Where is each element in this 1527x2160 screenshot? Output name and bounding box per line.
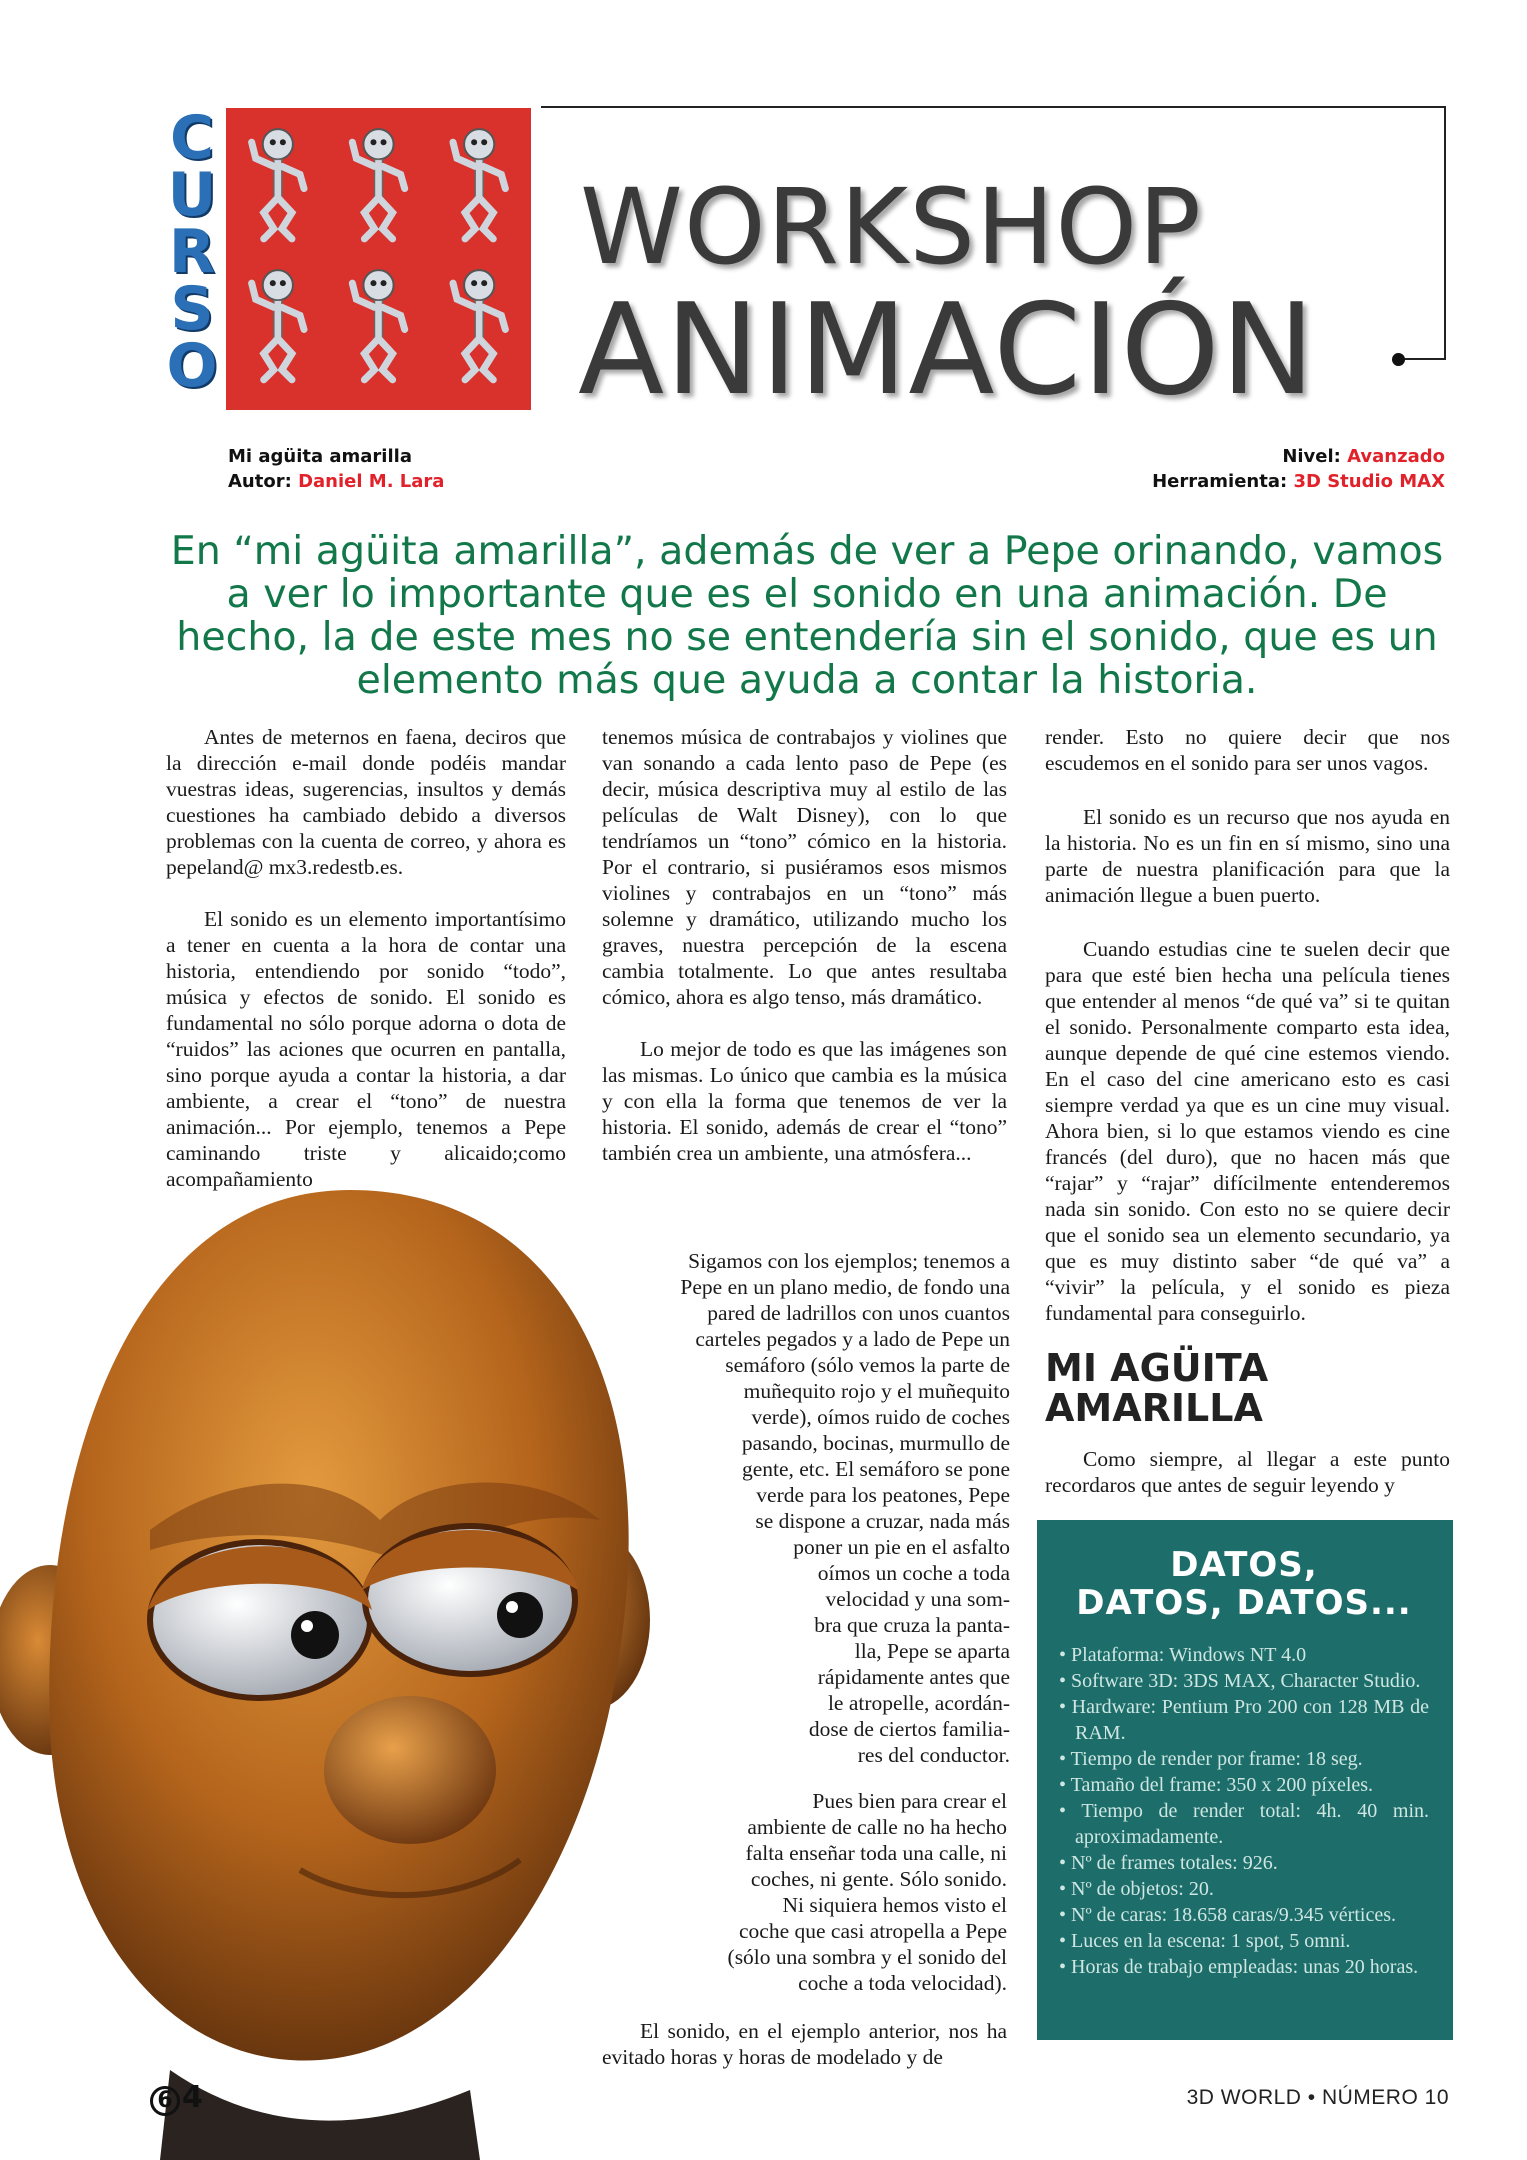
wrap-line: falta enseñar toda una calle, ni — [745, 1841, 1007, 1865]
wrap-line: verde para los peatones, Pepe — [756, 1483, 1010, 1507]
wrap-line: verde), oímos ruido de coches — [751, 1405, 1010, 1429]
data-sidebar — [1037, 1520, 1453, 2040]
wrap-line: carteles pegados y a lado de Pepe un — [695, 1327, 1010, 1351]
body-paragraph: El sonido es un recurso que nos ayuda en la historia. No es un fin en sí mismo, sino una parte de nuestra planificación para que la animación llegue a buen puerto. — [1045, 805, 1450, 907]
page-number-circle: 6 — [150, 2086, 180, 2116]
wrapped-text-block — [590, 1248, 1010, 1768]
title-workshop: WORKSHOP — [580, 166, 1202, 288]
wrap-line: bra que cruza la panta- — [814, 1613, 1010, 1637]
series-letter: R — [168, 217, 216, 287]
body-paragraph: El sonido es un elemento importantísimo a tener en cuenta a la hora de contar una historia, entendiendo por sonido “todo”, música y efectos de sonido. El sonido es fundamental no sólo porque adorna o dota de “ruidos” las aciones que ocurren en pantalla, sino porque ayuda a contar la historia, a dar ambiente, a crear el “tono” de nuestra animación... Por ejemplo, tenemos a Pepe caminando triste y alicaido;como acompañamiento — [166, 907, 566, 1191]
column-3 — [1045, 724, 1450, 1354]
title-frame-right — [1444, 106, 1446, 360]
body-paragraph: Lo mejor de todo es que las imágenes son las mismas. Lo único que cambia es la música y con ella la forma que tenemos de ver la historia. El sonido, además de crear el “tono” también crea un ambiente, una atmósfera... — [602, 1037, 1007, 1165]
sidebar-item: • Luces en la escena: 1 spot, 5 omni. — [1059, 1928, 1429, 1954]
lead-paragraph: En “mi agüita amarilla”, además de ver a Pepe orinando, vamos a ver lo importante que es el sonido en una animación. De hecho, la de este mes no se entendería sin el sonido, que es un elemento más que ayuda a contar la historia. — [170, 528, 1444, 703]
sidebar-item: • Tamaño del frame: 350 x 200 píxeles. — [1059, 1772, 1429, 1798]
sidebar-item: • Nº de caras: 18.658 caras/9.345 vértices. — [1059, 1902, 1429, 1928]
page-number — [150, 2080, 203, 2116]
author-line — [228, 469, 444, 494]
wrap-line: pared de ladrillos con unos cuantos — [707, 1301, 1010, 1325]
sidebar-item: • Hardware: Pentium Pro 200 con 128 MB de RAM. — [1059, 1694, 1429, 1746]
tool-line — [1152, 469, 1445, 494]
author-name: Daniel M. Lara — [298, 471, 445, 492]
sidebar-title — [1059, 1546, 1429, 1622]
title-frame-end — [1398, 358, 1446, 360]
body-paragraph: Cuando estudias cine te suelen decir que para que esté bien hecha una película tienes que entender al menos “de qué va” si te quitan el sonido. Personalmente comparto esta idea, aunque depende de qué cine estemos viendo. En el caso del cine americano esto es casi siempre verdad ya que es un cine muy visual. Ahora bien, si lo que estamos viendo es cine francés (del duro), que no hacen más que “rajar” y “rajar” difícilmente entenderemos nada sin sonido. Con esto no se quiere decir que el sonido sea un elemento secundario, ya que es muy distinto saber “de qué va” a “vivir” la película, y el sonido es pieza fundamental para conseguirlo. — [1045, 937, 1450, 1325]
wrap-line: lla, Pepe se aparta — [854, 1639, 1010, 1663]
wrapped-text-block — [687, 1788, 1007, 1996]
sidebar-item: • Tiempo de render total: 4h. 40 min. aproximadamente. — [1059, 1798, 1429, 1850]
wrap-line: rápidamente antes que — [817, 1665, 1010, 1689]
sidebar-item: • Plataforma: Windows NT 4.0 — [1059, 1642, 1429, 1668]
level-value: Avanzado — [1347, 446, 1445, 467]
tech-meta — [1152, 444, 1445, 494]
wrap-line: dose de ciertos familia- — [808, 1717, 1010, 1741]
page-number-digit: 4 — [182, 2080, 203, 2115]
column-2 — [602, 724, 1007, 1192]
dancing-figures-logo — [226, 108, 531, 410]
level-label: Nivel: — [1282, 446, 1341, 467]
sidebar-item: • Tiempo de render por frame: 18 seg. — [1059, 1746, 1429, 1772]
body-paragraph: Antes de meternos en faena, deciros que la dirección e-mail donde podéis mandar vuestras ideas, sugerencias, insultos y demás cuestiones ha cambiado debido a diversos problemas con la cuenta de correo, y ahora es pepeland@ mx3.redestb.es. — [166, 725, 566, 879]
wrap-line: Pues bien para crear el — [812, 1789, 1007, 1813]
column-2-end — [602, 2018, 1007, 2096]
level-line — [1152, 444, 1445, 469]
body-paragraph: tenemos música de contrabajos y violines que van sonando a cada lento paso de Pepe (es decir, música descriptiva muy al estilo de las películas de Walt Disney), con lo que tendríamos un “tono” cómico en la historia. Por el contrario, si pusiéramos esos mismos violines y contrabajos en un “tono” más solemne y dramático, utilizando mucho los graves, nuestra percepción de la escena cambia totalmente. Lo que antes resultaba cómico, ahora es algo tenso, más dramático. — [602, 725, 1007, 1009]
series-letter: O — [166, 331, 218, 401]
column-3-end — [1045, 1446, 1450, 1498]
title-frame-dot — [1392, 353, 1405, 366]
body-paragraph: Como siempre, al llegar a este punto recordaros que antes de seguir leyendo y — [1045, 1447, 1450, 1497]
tool-value: 3D Studio MAX — [1293, 471, 1445, 492]
tool-label: Herramienta: — [1152, 471, 1288, 492]
section-heading-line: MI AGÜITA — [1045, 1346, 1269, 1390]
wrap-line: Pepe en un plano medio, de fondo una — [680, 1275, 1010, 1299]
body-paragraph: El sonido, en el ejemplo anterior, nos ha evitado horas y horas de modelado y de — [602, 2019, 1007, 2069]
title-frame-top — [541, 106, 1446, 108]
sidebar-item: • Nº de frames totales: 926. — [1059, 1850, 1429, 1876]
wrap-line: coche que casi atropella a Pepe — [738, 1919, 1007, 1943]
wrap-line: coches, ni gente. Sólo sonido. — [750, 1867, 1007, 1891]
series-letter: U — [167, 160, 217, 230]
wrap-line: Ni siquiera hemos visto el — [782, 1893, 1007, 1917]
column-1 — [166, 724, 566, 1218]
title-animacion: ANIMACIÓN — [578, 276, 1316, 423]
wrap-line: muñequito rojo y el muñequito — [743, 1379, 1010, 1403]
wrap-line: ambiente de calle no ha hecho — [747, 1815, 1007, 1839]
series-letter: S — [170, 274, 214, 344]
wrap-line: gente, etc. El semáforo se pone — [741, 1457, 1010, 1481]
sidebar-title-line: DATOS, — [1170, 1545, 1318, 1585]
sidebar-title-line: DATOS, DATOS... — [1076, 1583, 1412, 1623]
sidebar-item: • Horas de trabajo empleadas: unas 20 horas. — [1059, 1954, 1429, 1980]
wrap-line: Sigamos con los ejemplos; tenemos a — [688, 1249, 1010, 1273]
wrap-line: res del conductor. — [857, 1743, 1010, 1767]
wrap-line: se dispone a cruzar, nada más — [755, 1509, 1010, 1533]
wrap-line: (sólo una sombra y el sonido del — [727, 1945, 1007, 1969]
article-meta — [228, 444, 444, 494]
wrap-line: coche a toda velocidad). — [798, 1971, 1007, 1995]
section-heading-line: AMARILLA — [1045, 1386, 1263, 1430]
body-paragraph: render. Esto no quiere decir que nos escudemos en el sonido para ser unos vagos. — [1045, 725, 1450, 775]
series-label — [162, 103, 222, 401]
article-name: Mi agüita amarilla — [228, 446, 412, 467]
magazine-footer: 3D WORLD • NÚMERO 10 — [1186, 2086, 1449, 2109]
wrap-line: poner un pie en el asfalto — [793, 1535, 1010, 1559]
sidebar-item: • Software 3D: 3DS MAX, Character Studio. — [1059, 1668, 1429, 1694]
series-letter: C — [169, 103, 215, 173]
sidebar-item: • Nº de objetos: 20. — [1059, 1876, 1429, 1902]
section-heading — [1045, 1348, 1268, 1428]
wrap-line: semáforo (sólo vemos la parte de — [725, 1353, 1010, 1377]
author-label: Autor: — [228, 471, 292, 492]
wrap-line: velocidad y una som- — [825, 1587, 1010, 1611]
wrap-line: pasando, bocinas, murmullo de — [741, 1431, 1010, 1455]
wrap-line: le atropelle, acordán- — [827, 1691, 1010, 1715]
sidebar-list — [1059, 1642, 1429, 1980]
wrap-line: oímos un coche a toda — [817, 1561, 1010, 1585]
